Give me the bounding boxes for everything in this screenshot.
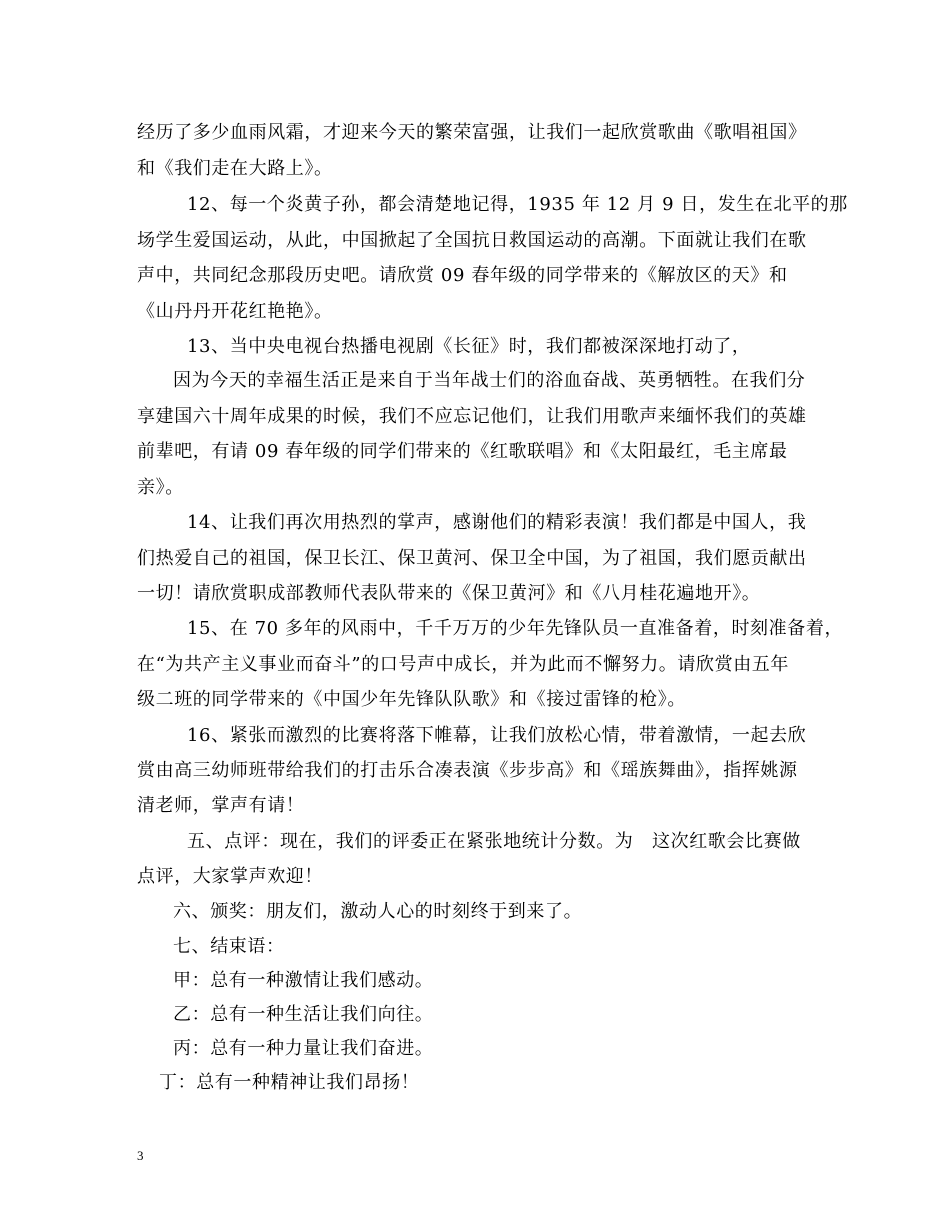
text-line: 亲》。 (137, 477, 184, 498)
text-line: 赏由高三幼师班带给我们的打击乐合凑表演《步步高》和《瑶族舞曲》，指挥姚源 (137, 760, 798, 781)
text-line: 15、在 70 多年的风雨中，千千万万的少年先锋队员一直准备着，时刻准备着， (187, 618, 844, 639)
text-line: 级二班的同学带来的《中国少年先锋队队歌》和《接过雷锋的枪》。 (137, 689, 686, 710)
page-number: 3 (137, 1148, 144, 1163)
text-line: 声中，共同纪念那段历史吧。请欣赏 09 春年级的同学带来的《解放区的天》和 (137, 265, 788, 286)
text-line: 们热爱自己的祖国，保卫长江、保卫黄河、保卫全中国，为了祖国，我们愿贡献出 (137, 548, 807, 569)
text-line: 甲：总有一种激情让我们感动。 (173, 970, 434, 991)
text-line: 和《我们走在大路上》。 (137, 158, 333, 179)
text-line: 五、点评：现在，我们的评委正在紧张地统计分数。为 这次红歌会比赛做 (187, 831, 801, 852)
text-line: 一切！请欣赏职成部教师代表队带来的《保卫黄河》和《八月桂花遍地开》。 (137, 583, 761, 604)
text-line: 乙：总有一种生活让我们向往。 (173, 1004, 434, 1025)
text-line: 享建国六十周年成果的时候，我们不应忘记他们，让我们用歌声来缅怀我们的英雄 (137, 406, 807, 427)
text-line: 12、每一个炎黄子孙，都会清楚地记得，1935 年 12 月 9 日，发生在北平的那 (187, 194, 848, 215)
text-line: 14、让我们再次用热烈的掌声，感谢他们的精彩表演！我们都是中国人，我 (187, 512, 807, 533)
text-line: 丙：总有一种力量让我们奋进。 (173, 1038, 434, 1059)
text-line: 经历了多少血雨风霜，才迎来今天的繁荣富强，让我们一起欣赏歌曲《歌唱祖国》 (137, 122, 807, 143)
text-line: 点评，大家掌声欢迎！ (137, 866, 323, 887)
text-line: 六、颁奖：朋友们，激动人心的时刻终于到来了。 (173, 901, 583, 922)
text-line: 前辈吧，有请 09 春年级的同学们带来的《红歌联唱》和《太阳最红，毛主席最 (137, 441, 788, 462)
text-line: 丁：总有一种精神让我们昂扬！ (159, 1072, 420, 1093)
text-line: 16、紧张而激烈的比赛将落下帷幕，让我们放松心情，带着激情，一起去欣 (187, 725, 807, 746)
text-line: 在“为共产主义事业而奋斗”的口号声中成长，并为此而不懈努力。请欣赏由五年 (137, 654, 790, 675)
text-line: 《山丹丹开花红艳艳》。 (137, 301, 333, 322)
text-line: 场学生爱国运动，从此，中国掀起了全国抗日救国运动的高潮。下面就让我们在歌 (137, 230, 807, 251)
text-line: 清老师，掌声有请！ (137, 795, 305, 816)
text-line: 因为今天的幸福生活正是来自于当年战士们的浴血奋战、英勇牺牲。在我们分 (173, 370, 806, 391)
text-line: 13、当中央电视台热播电视剧《长征》时，我们都被深深地打动了， (187, 336, 751, 357)
text-line: 七、结束语： (173, 936, 285, 957)
